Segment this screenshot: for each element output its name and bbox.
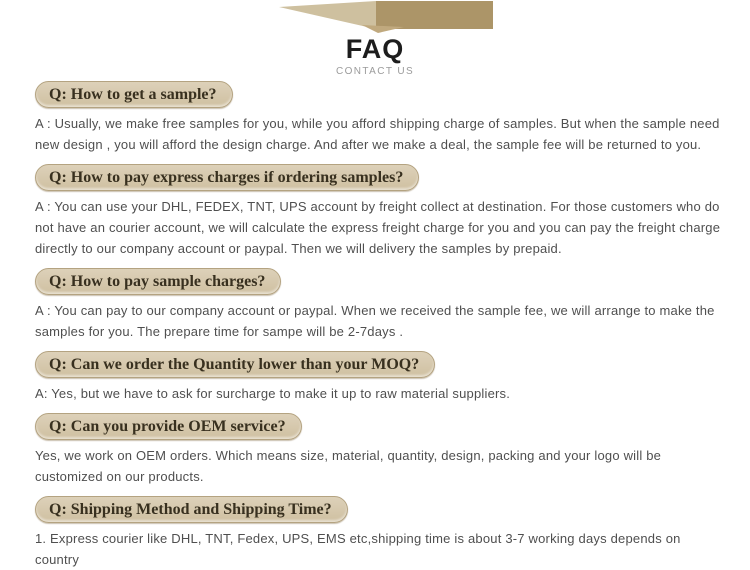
faq-item (35, 268, 717, 342)
answer-text: A: Yes, but we have to ask for surcharge to make it up to raw material suppliers. (35, 386, 511, 401)
question-pill: Q: How to pay express charges if ordering samples? (35, 164, 419, 191)
faq-item (35, 351, 717, 404)
answer-text: A : You can use your DHL, FEDEX, TNT, UPS account by freight collect at destination. For those customers who do not have an courier account, we will calculate the express freight charge for you and you can pay the freight charge directly to our company account or paypal. Then we will delivery the samples by prepaid. (35, 199, 721, 256)
page-title: FAQ (345, 34, 405, 64)
answer-text: 1. Express courier like DHL, TNT, Fedex, UPS, EMS etc,shipping time is about 3-7 working days depends on country (35, 531, 681, 567)
question-pill: Q: Shipping Method and Shipping Time? (35, 496, 348, 523)
faq-item (35, 81, 720, 155)
question-pill: Q: Can we order the Quantity lower than your MOQ? (35, 351, 435, 378)
answer-text: A : Usually, we make free samples for you, while you afford shipping charge of samples. But when the sample need new design , you will afford the design charge. And after we make a deal, the sample fee will be returned to you. (35, 116, 720, 152)
question-pill: Q: How to pay sample charges? (35, 268, 281, 295)
faq-item (35, 164, 721, 259)
question-pill: Q: How to get a sample? (35, 81, 233, 108)
header-ribbon (0, 0, 750, 33)
faq-item (35, 496, 717, 570)
3d-box-lid-icon (278, 0, 494, 33)
faq-list (0, 81, 750, 570)
answer-text: A : You can pay to our company account or paypal. When we received the sample fee, we will arrange to make the samples for you. The prepare time for sampe will be 2-7days . (35, 303, 715, 339)
contact-us-subtitle: CONTACT US (335, 66, 415, 77)
question-pill: Q: Can you provide OEM service? (35, 413, 302, 440)
faq-item (35, 413, 717, 487)
answer-text: Yes, we work on OEM orders. Which means size, material, quantity, design, packing and your logo will be customized on our products. (35, 448, 662, 484)
